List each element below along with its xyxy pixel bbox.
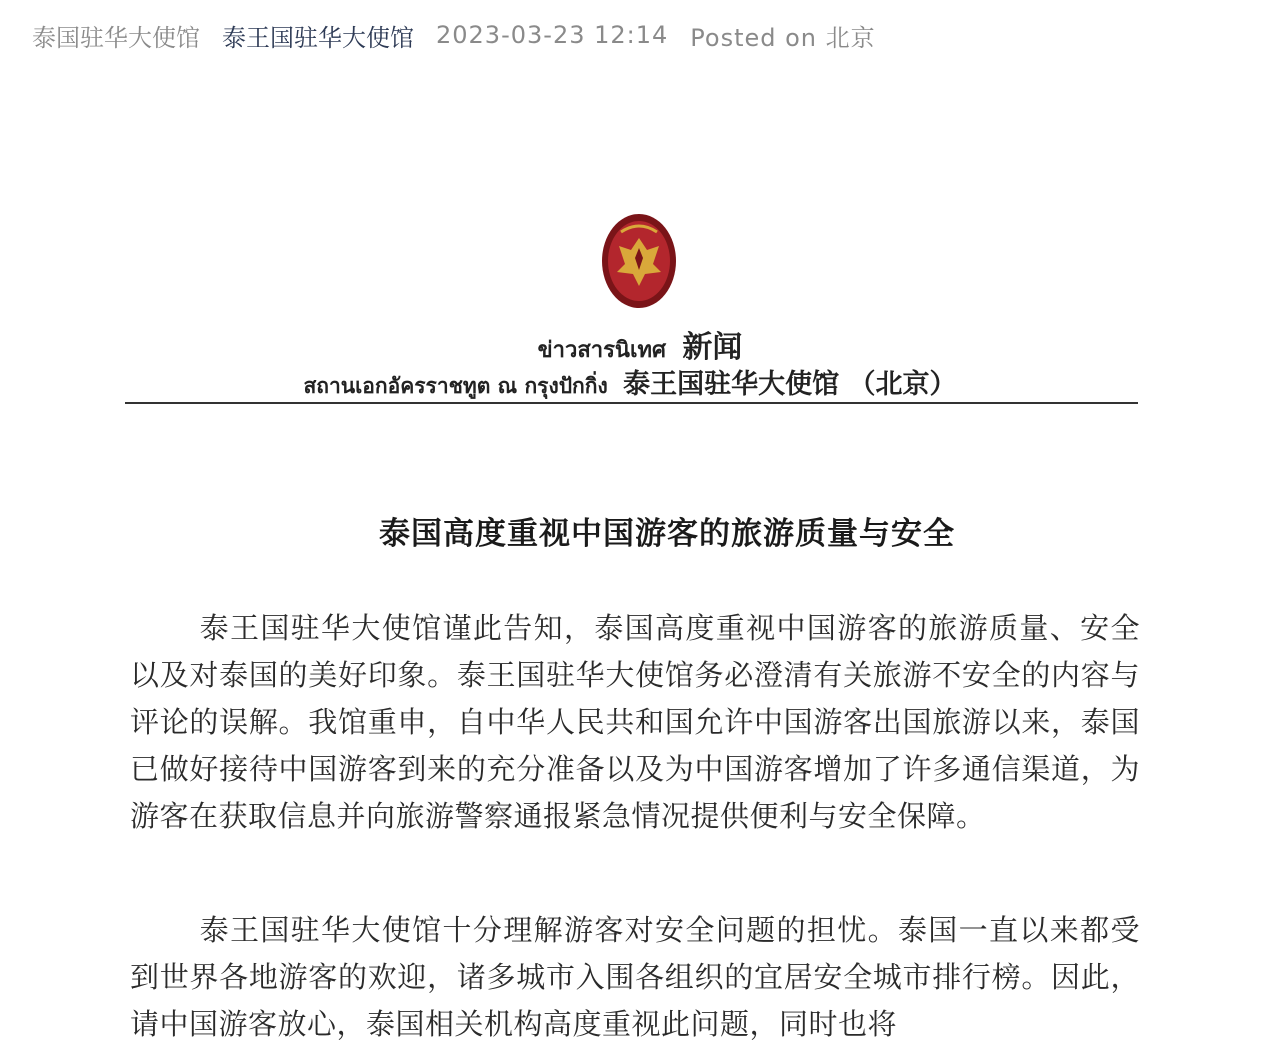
news-heading-chinese: 新闻 bbox=[682, 330, 743, 365]
post-header bbox=[32, 18, 876, 52]
embassy-name-thai: สถานเอกอัครราชทูต ณ กรุงปักกิ่ง bbox=[303, 374, 608, 398]
account-prefix[interactable]: 泰国驻华大使馆 bbox=[32, 23, 200, 52]
garuda-emblem-icon bbox=[601, 212, 677, 310]
article-paragraph: 泰王国驻华大使馆十分理解游客对安全问题的担忧。泰国一直以来都受到世界各地游客的欢迎，诸多城市入围各组织的宜居安全城市排行榜。因此，请中国游客放心，泰国相关机构高度重视此问题，同时也将 bbox=[130, 913, 1140, 1041]
post-location: Posted on 北京 bbox=[690, 23, 876, 52]
account-name-link[interactable]: 泰王国驻华大使馆 bbox=[222, 23, 414, 52]
embassy-name-chinese: 泰王国驻华大使馆 （北京） bbox=[623, 369, 957, 400]
article-paragraph: 泰王国驻华大使馆谨此告知，泰国高度重视中国游客的旅游质量、安全以及对泰国的美好印象。泰王国驻华大使馆务必澄清有关旅游不安全的内容与评论的误解。我馆重申，自中华人民共和国允许中国游客出国旅游以来，泰国已做好接待中国游客到来的充分准备以及为中国游客增加了许多通信渠道，为游客在获取信息并向旅游警察通报紧急情况提供便利与安全保障。 bbox=[130, 611, 1140, 833]
letterhead-divider bbox=[125, 402, 1138, 404]
article-title: 泰国高度重视中国游客的旅游质量与安全 bbox=[379, 516, 955, 552]
news-heading-thai: ข่าวสารนิเทศ bbox=[537, 338, 666, 363]
post-datetime: 2023-03-23 12:14 bbox=[436, 21, 669, 49]
news-heading bbox=[0, 322, 1280, 367]
embassy-name-line bbox=[0, 362, 1260, 403]
